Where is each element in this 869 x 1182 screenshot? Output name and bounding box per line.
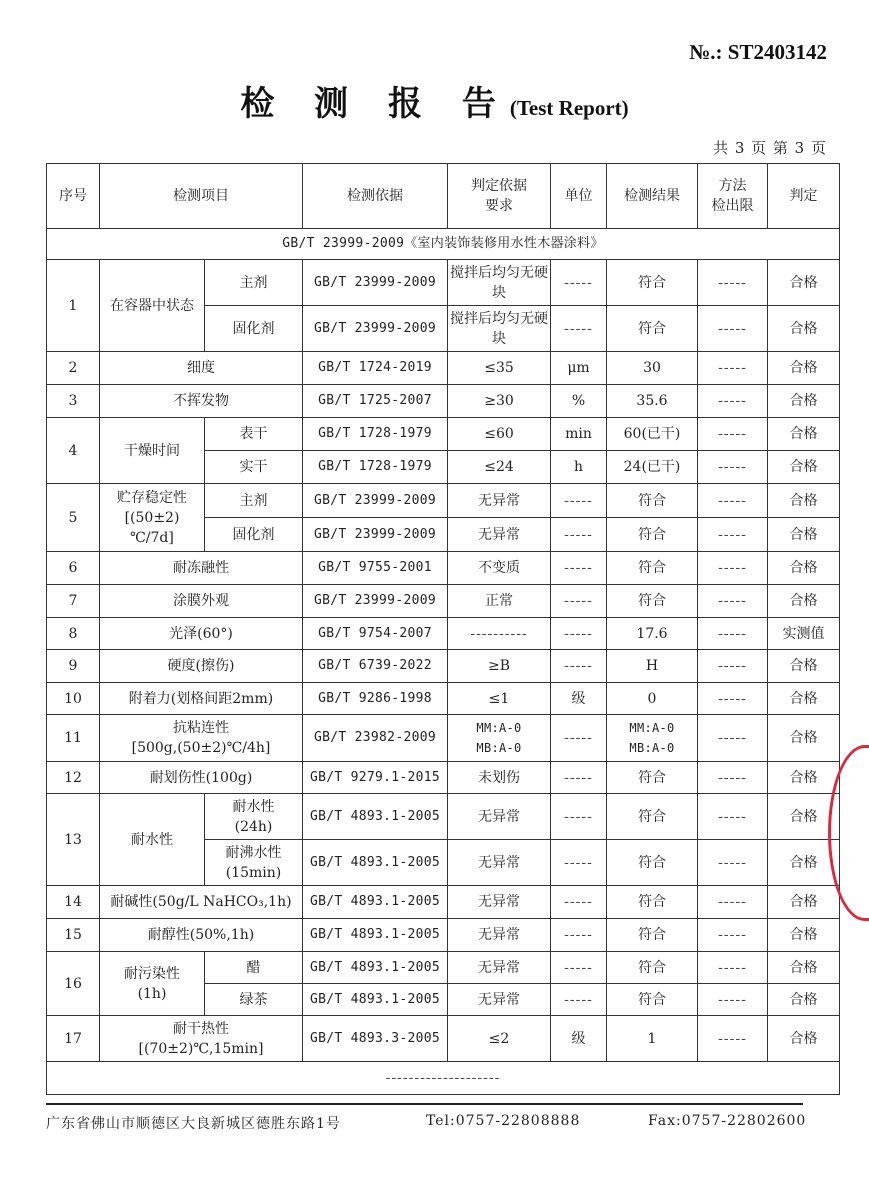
report-number: №.: ST2403142: [689, 40, 827, 64]
row-seq: 3: [47, 385, 100, 418]
row-basis: GB/T 23999-2009: [303, 260, 448, 306]
row-criteria: 搅拌后均匀无硬块: [448, 306, 551, 352]
row-basis: GB/T 1728-1979: [303, 418, 448, 451]
row-limit: -----: [698, 552, 768, 585]
table-row: [47, 886, 840, 919]
row-seq: 16: [47, 952, 100, 1016]
row-result: 符合: [607, 794, 698, 840]
row-criteria: 未划伤: [448, 762, 551, 794]
row-item: [100, 1016, 303, 1062]
row-limit: -----: [698, 352, 768, 385]
test-results-table: [46, 163, 840, 1095]
row-unit: μm: [551, 352, 607, 385]
footer-fax: Fax:0757-22802600: [648, 1113, 807, 1129]
row-item-line2: [(70±2)℃,15min]: [138, 1040, 264, 1057]
row-seq: 13: [47, 794, 100, 886]
row-judge: 合格: [768, 886, 840, 919]
row-criteria: 无异常: [448, 840, 551, 886]
row-judge: 合格: [768, 306, 840, 352]
row-item-line1: 抗粘连性: [173, 720, 229, 736]
row-result: 符合: [607, 306, 698, 352]
row-subitem: 醋: [205, 952, 303, 984]
row-criteria: 无异常: [448, 518, 551, 552]
row-seq: 14: [47, 886, 100, 919]
row-item-line2: (1h): [137, 985, 167, 1002]
row-basis: GB/T 23999-2009: [303, 306, 448, 352]
row-basis: GB/T 4893.1-2005: [303, 886, 448, 919]
row-unit: -----: [551, 715, 607, 762]
table-row: [47, 385, 840, 418]
header-judge: 判定: [768, 164, 840, 229]
row-subitem: 主剂: [205, 484, 303, 518]
row-result: 30: [607, 352, 698, 385]
table-row: [47, 552, 840, 585]
row-item-line2: [500g,(50±2)℃/4h]: [131, 740, 271, 756]
row-limit: -----: [698, 715, 768, 762]
table-row: [47, 418, 840, 451]
row-limit: -----: [698, 840, 768, 886]
row-basis: GB/T 23999-2009: [303, 585, 448, 618]
row-subitem: 固化剂: [205, 306, 303, 352]
row-limit: -----: [698, 650, 768, 683]
table-row: [47, 618, 840, 650]
footer-address: 广东省佛山市顺德区大良新城区德胜东路1号: [46, 1116, 341, 1132]
row-result: 0: [607, 683, 698, 715]
row-limit: -----: [698, 952, 768, 984]
header-basis: 检测依据: [303, 164, 448, 229]
row-item: [100, 952, 205, 1016]
row-judge: 合格: [768, 552, 840, 585]
row-unit: -----: [551, 585, 607, 618]
table-row: [47, 352, 840, 385]
row-unit: min: [551, 418, 607, 451]
header-item: 检测项目: [100, 164, 303, 229]
row-unit: 级: [551, 683, 607, 715]
row-criteria: ≤35: [448, 352, 551, 385]
footer-divider: [46, 1103, 803, 1105]
footer-tel: Tel:0757-22808888: [426, 1113, 581, 1129]
row-judge: 合格: [768, 352, 840, 385]
row-criteria-line2: MB:A-0: [476, 741, 522, 755]
row-subitem: 表干: [205, 418, 303, 451]
header-criteria-line2: 要求: [485, 198, 513, 214]
row-subitem-line1: 耐沸水性: [225, 844, 282, 861]
row-judge: 合格: [768, 715, 840, 762]
row-seq: 7: [47, 585, 100, 618]
row-item: 耐醇性(50%,1h): [100, 919, 303, 952]
row-result: 24(已干): [607, 451, 698, 484]
row-limit: -----: [698, 794, 768, 840]
row-result: [607, 715, 698, 762]
row-unit: -----: [551, 618, 607, 650]
row-result-line1: MM:A-0: [629, 721, 675, 735]
row-result: 符合: [607, 952, 698, 984]
row-item: 耐划伤性(100g): [100, 762, 303, 794]
row-criteria: ≤24: [448, 451, 551, 484]
table-row: [47, 762, 840, 794]
row-unit: -----: [551, 260, 607, 306]
report-title: [0, 76, 869, 125]
standard-row: [47, 229, 840, 260]
header-result: 检测结果: [607, 164, 698, 229]
row-item: 耐碱性(50g/L NaHCO₃,1h): [100, 886, 303, 919]
table-row: [47, 260, 840, 306]
row-item: 在容器中状态: [100, 260, 205, 352]
row-item-line1: 耐干热性: [173, 1020, 229, 1037]
row-criteria: ≤1: [448, 683, 551, 715]
row-basis: GB/T 4893.3-2005: [303, 1016, 448, 1062]
row-seq: 9: [47, 650, 100, 683]
row-item: 光泽(60°): [100, 618, 303, 650]
row-result: 符合: [607, 518, 698, 552]
row-basis: GB/T 6739-2022: [303, 650, 448, 683]
header-limit-line2: 检出限: [711, 198, 754, 214]
row-subitem: [205, 794, 303, 840]
row-limit: -----: [698, 618, 768, 650]
row-seq: 17: [47, 1016, 100, 1062]
row-judge: 实测值: [768, 618, 840, 650]
row-unit: -----: [551, 840, 607, 886]
row-judge: 合格: [768, 418, 840, 451]
row-result: 35.6: [607, 385, 698, 418]
row-limit: -----: [698, 484, 768, 518]
row-seq: 4: [47, 418, 100, 484]
row-basis: GB/T 9286-1998: [303, 683, 448, 715]
row-result: 符合: [607, 886, 698, 919]
row-basis: GB/T 9279.1-2015: [303, 762, 448, 794]
row-item-line3: ℃/7d]: [130, 529, 174, 546]
row-result: 符合: [607, 984, 698, 1016]
row-criteria: 无异常: [448, 919, 551, 952]
row-judge: 合格: [768, 650, 840, 683]
header-criteria: [448, 164, 551, 229]
row-basis: GB/T 1728-1979: [303, 451, 448, 484]
table-header-row: [47, 164, 840, 229]
row-seq: 6: [47, 552, 100, 585]
row-basis: GB/T 1725-2007: [303, 385, 448, 418]
header-seq: 序号: [47, 164, 100, 229]
row-unit: -----: [551, 984, 607, 1016]
row-item: 附着力(划格间距2mm): [100, 683, 303, 715]
row-criteria: ≥B: [448, 650, 551, 683]
row-judge: 合格: [768, 260, 840, 306]
row-criteria: 无异常: [448, 952, 551, 984]
row-seq: 1: [47, 260, 100, 352]
row-unit: -----: [551, 306, 607, 352]
row-seq: 10: [47, 683, 100, 715]
row-seq: 5: [47, 484, 100, 552]
row-limit: -----: [698, 260, 768, 306]
row-result: 符合: [607, 919, 698, 952]
table-row: [47, 919, 840, 952]
row-criteria: 无异常: [448, 794, 551, 840]
row-unit: %: [551, 385, 607, 418]
row-unit: -----: [551, 650, 607, 683]
row-unit: -----: [551, 484, 607, 518]
row-basis: GB/T 4893.1-2005: [303, 919, 448, 952]
row-limit: -----: [698, 306, 768, 352]
row-item-line2: [(50±2): [124, 509, 180, 526]
table-row: [47, 952, 840, 984]
row-seq: 15: [47, 919, 100, 952]
row-judge: 合格: [768, 952, 840, 984]
row-unit: -----: [551, 919, 607, 952]
row-subitem-line2: (24h): [234, 818, 273, 835]
title-english: (Test Report): [509, 96, 629, 120]
row-result: 符合: [607, 762, 698, 794]
row-limit: -----: [698, 385, 768, 418]
row-unit: -----: [551, 952, 607, 984]
row-seq: 12: [47, 762, 100, 794]
row-unit: -----: [551, 552, 607, 585]
row-judge: 合格: [768, 762, 840, 794]
row-basis: GB/T 4893.1-2005: [303, 952, 448, 984]
row-result: 符合: [607, 552, 698, 585]
row-judge: 合格: [768, 518, 840, 552]
row-criteria: 无异常: [448, 484, 551, 518]
row-criteria: 正常: [448, 585, 551, 618]
table-row: [47, 794, 840, 840]
row-subitem-line2: (15min): [225, 864, 282, 881]
table-row: [47, 484, 840, 518]
table-row: [47, 650, 840, 683]
row-judge: 合格: [768, 451, 840, 484]
table-row: [47, 1016, 840, 1062]
row-limit: -----: [698, 1016, 768, 1062]
row-judge: 合格: [768, 585, 840, 618]
row-limit: -----: [698, 451, 768, 484]
row-basis: GB/T 9755-2001: [303, 552, 448, 585]
row-subitem: 实干: [205, 451, 303, 484]
row-result: 符合: [607, 840, 698, 886]
row-limit: -----: [698, 886, 768, 919]
row-limit: -----: [698, 683, 768, 715]
row-judge: 合格: [768, 683, 840, 715]
row-basis: GB/T 23999-2009: [303, 518, 448, 552]
row-basis: GB/T 23982-2009: [303, 715, 448, 762]
row-result: H: [607, 650, 698, 683]
row-judge: 合格: [768, 385, 840, 418]
row-basis: GB/T 23999-2009: [303, 484, 448, 518]
row-item: 耐冻融性: [100, 552, 303, 585]
row-result: 符合: [607, 585, 698, 618]
row-judge: 合格: [768, 484, 840, 518]
row-judge: 合格: [768, 984, 840, 1016]
row-item: 细度: [100, 352, 303, 385]
row-criteria: 不变质: [448, 552, 551, 585]
row-unit: h: [551, 451, 607, 484]
row-result: 符合: [607, 484, 698, 518]
row-judge: 合格: [768, 840, 840, 886]
row-criteria: ≤60: [448, 418, 551, 451]
row-judge: 合格: [768, 1016, 840, 1062]
table-row: [47, 585, 840, 618]
row-judge: 合格: [768, 919, 840, 952]
row-criteria-line1: MM:A-0: [476, 721, 522, 735]
row-basis: GB/T 4893.1-2005: [303, 794, 448, 840]
row-item: 不挥发物: [100, 385, 303, 418]
header-limit-line1: 方法: [718, 178, 747, 194]
row-subitem: 绿茶: [205, 984, 303, 1016]
row-criteria: 无异常: [448, 886, 551, 919]
row-criteria: ----------: [448, 618, 551, 650]
end-row: [47, 1062, 840, 1095]
row-limit: -----: [698, 919, 768, 952]
row-limit: -----: [698, 418, 768, 451]
standard-title: GB/T 23999-2009《室内装饰装修用水性木器涂料》: [47, 229, 840, 260]
row-criteria: 搅拌后均匀无硬块: [448, 260, 551, 306]
row-limit: -----: [698, 518, 768, 552]
row-item: [100, 484, 205, 552]
row-seq: 2: [47, 352, 100, 385]
row-seq: 11: [47, 715, 100, 762]
row-seq: 8: [47, 618, 100, 650]
row-item: 干燥时间: [100, 418, 205, 484]
row-basis: GB/T 4893.1-2005: [303, 984, 448, 1016]
row-item: [100, 715, 303, 762]
row-criteria: ≥30: [448, 385, 551, 418]
row-unit: -----: [551, 886, 607, 919]
header-unit: 单位: [551, 164, 607, 229]
row-result: 符合: [607, 260, 698, 306]
row-limit: -----: [698, 984, 768, 1016]
row-item: 硬度(擦伤): [100, 650, 303, 683]
row-limit: -----: [698, 762, 768, 794]
row-criteria: ≤2: [448, 1016, 551, 1062]
row-result: 1: [607, 1016, 698, 1062]
row-basis: GB/T 9754-2007: [303, 618, 448, 650]
row-result: 17.6: [607, 618, 698, 650]
row-result-line2: MB:A-0: [629, 741, 675, 755]
row-subitem-line1: 耐水性: [232, 798, 275, 815]
row-subitem: 固化剂: [205, 518, 303, 552]
row-item-line1: 贮存稳定性: [117, 489, 187, 506]
header-limit: [698, 164, 768, 229]
row-criteria: [448, 715, 551, 762]
row-basis: GB/T 4893.1-2005: [303, 840, 448, 886]
end-marker: --------------------: [47, 1062, 840, 1095]
row-judge: 合格: [768, 794, 840, 840]
row-item-line1: 耐污染性: [124, 965, 180, 982]
row-item: 涂膜外观: [100, 585, 303, 618]
row-subitem: 主剂: [205, 260, 303, 306]
row-limit: -----: [698, 585, 768, 618]
row-unit: -----: [551, 794, 607, 840]
row-item: 耐水性: [100, 794, 205, 886]
row-unit: 级: [551, 1016, 607, 1062]
header-criteria-line1: 判定依据: [471, 178, 527, 194]
page-indicator: 共 3 页 第 3 页: [713, 139, 827, 157]
table-row: [47, 683, 840, 715]
row-unit: -----: [551, 762, 607, 794]
table-row: [47, 715, 840, 762]
row-unit: -----: [551, 518, 607, 552]
row-criteria: 无异常: [448, 984, 551, 1016]
row-result: 60(已干): [607, 418, 698, 451]
title-chinese: 检 测 报 告: [240, 84, 510, 124]
row-subitem: [205, 840, 303, 886]
row-basis: GB/T 1724-2019: [303, 352, 448, 385]
